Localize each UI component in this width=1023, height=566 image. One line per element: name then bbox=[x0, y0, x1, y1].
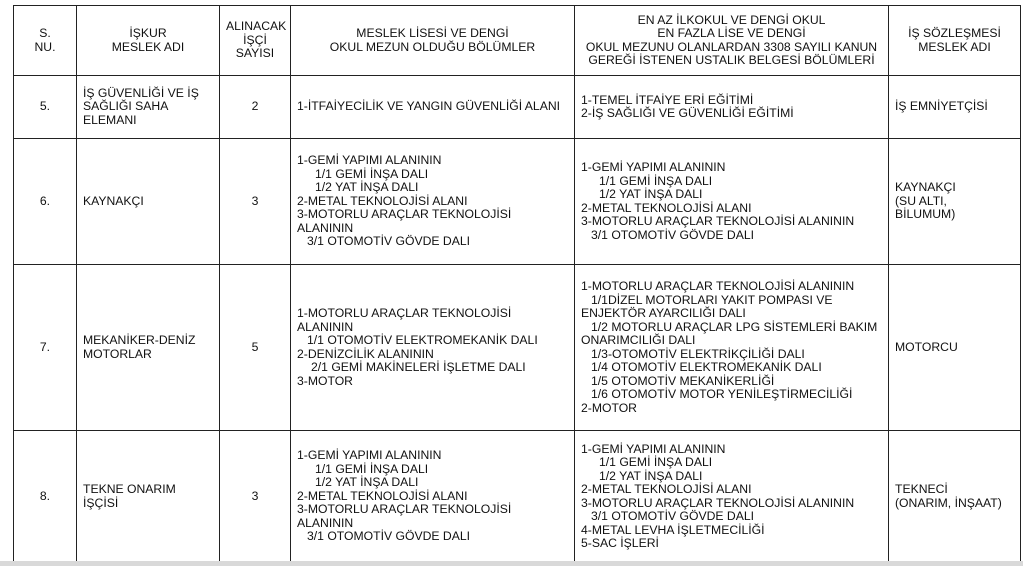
viewer-bottom-edge bbox=[0, 561, 1023, 566]
header-ilkokul: EN AZ İLKOKUL VE DENGİ OKUL EN FAZLA LİSE VE DENGİ OKUL MEZUNU OLANLARDAN 3308 SAYILI KANUN GEREĞİ İSTENEN USTALIK BELGESİ BÖLÜMLERİ bbox=[575, 6, 889, 76]
table-row bbox=[14, 139, 1021, 265]
row-number: 8. bbox=[14, 431, 77, 563]
contract-occupation: MOTORCU bbox=[889, 265, 1021, 431]
header-row bbox=[14, 6, 1021, 76]
vocational-departments: 1-MOTORLU ARAÇLAR TEKNOLOJİSİ ALANININ 1/1 OTOMOTİV ELEKTROMEKANİK DALI 2-DENİZCİLİK ALANININ 2/1 GEMİ MAKİNELERİ İŞLETME DALI 3-MOTOR bbox=[291, 265, 575, 431]
worker-count: 3 bbox=[220, 431, 291, 563]
worker-count: 3 bbox=[220, 139, 291, 265]
table-row bbox=[14, 431, 1021, 563]
vocational-departments: 1-GEMİ YAPIMI ALANININ 1/1 GEMİ İNŞA DALI 1/2 YAT İNŞA DALI 2-METAL TEKNOLOJİSİ ALANI 3-MOTORLU ARAÇLAR TEKNOLOJİSİ ALANININ 3/1 OTOMOTİV GÖVDE DALI bbox=[291, 431, 575, 563]
table-row bbox=[14, 76, 1021, 139]
contract-occupation: İŞ EMNİYETÇİSİ bbox=[889, 76, 1021, 139]
occupation-table bbox=[13, 5, 1021, 563]
header-lise: MESLEK LİSESİ VE DENGİ OKUL MEZUN OLDUĞU BÖLÜMLER bbox=[291, 6, 575, 76]
header-alinacak: ALINACAK İŞÇİ SAYISI bbox=[220, 6, 291, 76]
occupation-name: MEKANİKER-DENİZ MOTORLAR bbox=[77, 265, 220, 431]
occupation-name: TEKNE ONARIM İŞÇİSİ bbox=[77, 431, 220, 563]
row-number: 7. bbox=[14, 265, 77, 431]
worker-count: 2 bbox=[220, 76, 291, 139]
table-row bbox=[14, 265, 1021, 431]
mastery-departments: 1-TEMEL İTFAİYE ERİ EĞİTİMİ 2-İŞ SAĞLIĞI VE GÜVENLİĞİ EĞİTİMİ bbox=[575, 76, 889, 139]
worker-count: 5 bbox=[220, 265, 291, 431]
contract-occupation: KAYNAKÇI (SU ALTI, BİLUMUM) bbox=[889, 139, 1021, 265]
mastery-departments: 1-MOTORLU ARAÇLAR TEKNOLOJİSİ ALANININ 1/1DİZEL MOTORLARI YAKIT POMPASI VE ENJEKTÖR AYARCILIĞI DALI 1/2 MOTORLU ARAÇLAR LPG SİSTEMLERİ BAKIM ONARIMCILIĞI DALI 1/3-OTOMOTİV ELEKTRİKÇİLİĞİ DALI 1/4 OTOMOTİV ELEKTROMEKANİK DALI 1/5 OTOMOTİV MEKANİKERLİĞİ 1/6 OTOMOTİV MOTOR YENİLEŞTİRMECİLİĞİ 2-MOTOR bbox=[575, 265, 889, 431]
header-sno: S. NU. bbox=[14, 6, 77, 76]
row-number: 5. bbox=[14, 76, 77, 139]
vocational-departments: 1-GEMİ YAPIMI ALANININ 1/1 GEMİ İNŞA DALI 1/2 YAT İNŞA DALI 2-METAL TEKNOLOJİSİ ALANI 3-MOTORLU ARAÇLAR TEKNOLOJİSİ ALANININ 3/1 OTOMOTİV GÖVDE DALI bbox=[291, 139, 575, 265]
header-iskur: İŞKUR MESLEK ADI bbox=[77, 6, 220, 76]
header-sozlesme: İŞ SÖZLEŞMESİ MESLEK ADI bbox=[889, 6, 1021, 76]
mastery-departments: 1-GEMİ YAPIMI ALANININ 1/1 GEMİ İNŞA DALI 1/2 YAT İNŞA DALI 2-METAL TEKNOLOJİSİ ALANI 3-MOTORLU ARAÇLAR TEKNOLOJİSİ ALANININ 3/1 OTOMOTİV GÖVDE DALI 4-METAL LEVHA İŞLETMECİLİĞİ 5-SAC İŞLERİ bbox=[575, 431, 889, 563]
row-number: 6. bbox=[14, 139, 77, 265]
vocational-departments: 1-İTFAİYECİLİK VE YANGIN GÜVENLİĞİ ALANI bbox=[291, 76, 575, 139]
contract-occupation: TEKNECİ (ONARIM, İNŞAAT) bbox=[889, 431, 1021, 563]
occupation-name: KAYNAKÇI bbox=[77, 139, 220, 265]
occupation-name: İŞ GÜVENLİĞİ VE İŞ SAĞLIĞI SAHA ELEMANI bbox=[77, 76, 220, 139]
mastery-departments: 1-GEMİ YAPIMI ALANININ 1/1 GEMİ İNŞA DALI 1/2 YAT İNŞA DALI 2-METAL TEKNOLOJİSİ ALANI 3-MOTORLU ARAÇLAR TEKNOLOJİSİ ALANININ 3/1 OTOMOTİV GÖVDE DALI bbox=[575, 139, 889, 265]
